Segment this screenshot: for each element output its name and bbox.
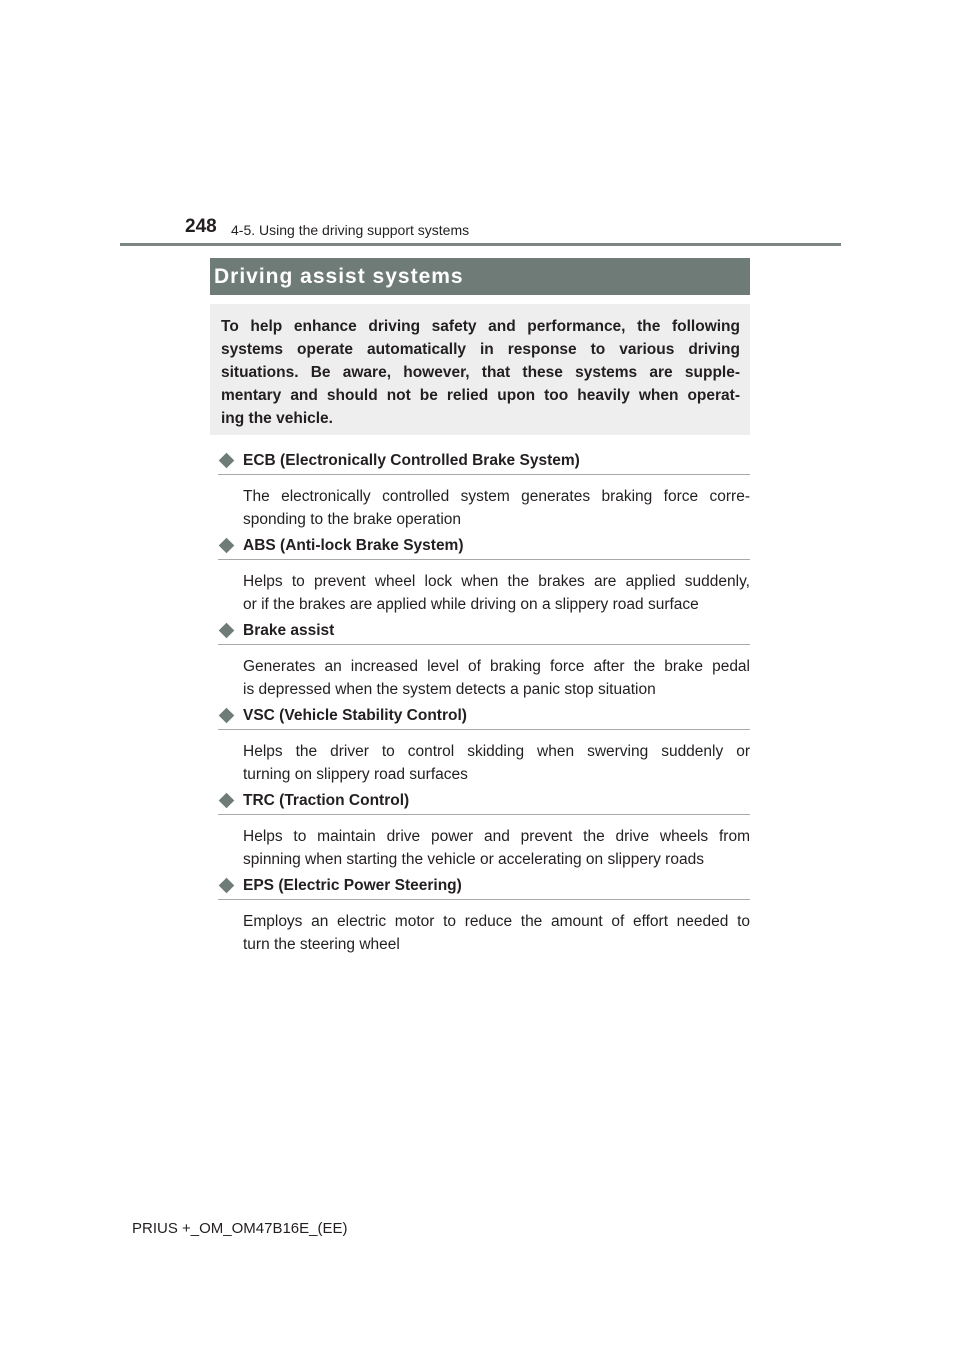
description-line: turning on slippery road surfaces <box>243 766 468 783</box>
description-line: Generates an increased level of braking force after the brake pedal <box>243 658 750 675</box>
diamond-bullet-icon <box>219 878 235 894</box>
item-heading <box>218 452 750 475</box>
description-line: Helps the driver to control skidding when swerving suddenly or <box>243 743 750 760</box>
item-heading <box>218 537 750 560</box>
item-title: ECB (Electronically Controlled Brake System) <box>243 452 580 469</box>
page-number: 248 <box>185 216 217 237</box>
description-line: is depressed when the system detects a panic stop situation <box>243 681 656 698</box>
system-item-ecb <box>218 452 750 531</box>
item-title: VSC (Vehicle Stability Control) <box>243 707 467 724</box>
system-item-trc <box>218 792 750 871</box>
item-heading <box>218 622 750 645</box>
intro-line: ing the vehicle. <box>221 410 333 427</box>
page-title: Driving assist systems <box>210 258 750 295</box>
diamond-bullet-icon <box>219 708 235 724</box>
system-item-vsc <box>218 707 750 786</box>
item-heading <box>218 792 750 815</box>
diamond-bullet-icon <box>219 793 235 809</box>
item-title: TRC (Traction Control) <box>243 792 410 809</box>
item-description <box>243 485 750 531</box>
item-title: ABS (Anti-lock Brake System) <box>243 537 464 554</box>
description-line: sponding to the brake operation <box>243 511 462 528</box>
intro-box <box>210 304 750 435</box>
description-line: Helps to maintain drive power and prevent the drive wheels from <box>243 828 750 845</box>
description-line: spinning when starting the vehicle or accelerating on slippery roads <box>243 851 704 868</box>
intro-line: systems operate automatically in response to various driving <box>221 341 740 358</box>
item-description <box>243 740 750 786</box>
item-description <box>243 570 750 616</box>
item-description <box>243 825 750 871</box>
diamond-bullet-icon <box>219 623 235 639</box>
item-description <box>243 655 750 701</box>
section-breadcrumb: 4-5. Using the driving support systems <box>231 222 470 238</box>
item-title: EPS (Electric Power Steering) <box>243 877 462 894</box>
header-divider <box>120 243 841 246</box>
description-line: The electronically controlled system generates braking force corre- <box>243 488 750 505</box>
system-item-abs <box>218 537 750 616</box>
intro-line: To help enhance driving safety and performance, the following <box>221 318 740 335</box>
item-heading <box>218 877 750 900</box>
description-line: Helps to prevent wheel lock when the brakes are applied suddenly, <box>243 573 750 590</box>
document-code-footer: PRIUS +_OM_OM47B16E_(EE) <box>132 1220 348 1237</box>
item-title: Brake assist <box>243 622 335 639</box>
description-line: or if the brakes are applied while driving on a slippery road surface <box>243 596 699 613</box>
description-line: Employs an electric motor to reduce the amount of effort needed to <box>243 913 750 930</box>
diamond-bullet-icon <box>219 538 235 554</box>
description-line: turn the steering wheel <box>243 936 400 953</box>
item-heading <box>218 707 750 730</box>
item-description <box>243 910 750 956</box>
diamond-bullet-icon <box>219 453 235 469</box>
system-item-brake-assist <box>218 622 750 701</box>
system-item-eps <box>218 877 750 956</box>
intro-line: situations. Be aware, however, that these systems are supple- <box>221 364 740 381</box>
intro-line: mentary and should not be relied upon too heavily when operat- <box>221 387 740 404</box>
